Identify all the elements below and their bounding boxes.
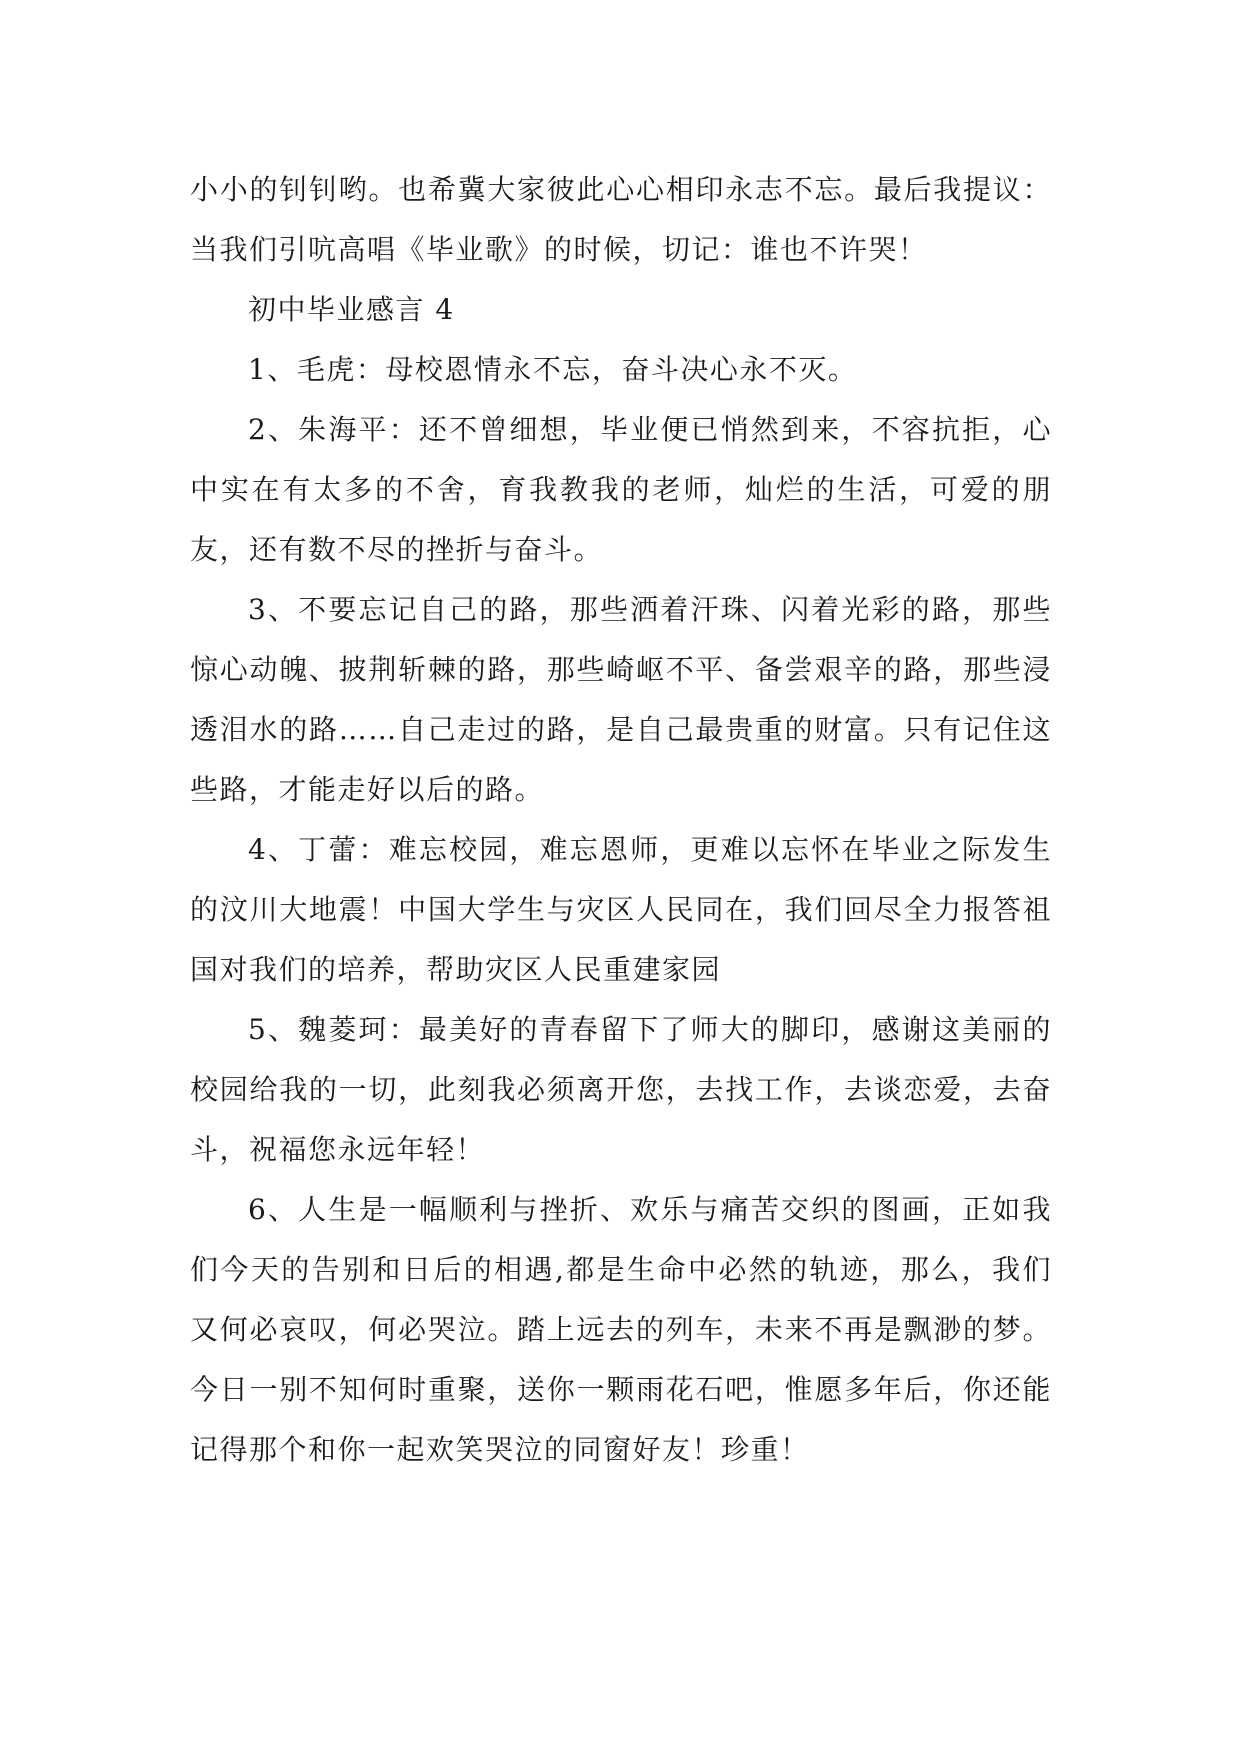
section-heading: 初中毕业感言 4 [248, 293, 455, 326]
paragraph-item-3: 3、不要忘记自己的路，那些洒着汗珠、闪着光彩的路，那些惊心动魄、披荆斩棘的路，那些崎岖不平、备尝艰辛的路，那些浸透泪水的路……自己走过的路，是自己最贵重的财富。只有记住这些路，才能走好以后的路。 [190, 593, 1052, 806]
paragraph-item-1: 1、毛虎：母校恩情永不忘，奋斗决心永不灭。 [248, 353, 858, 386]
paragraph-item-4: 4、丁蕾：难忘校园，难忘恩师，更难以忘怀在毕业之际发生的汶川大地震！中国大学生与灾区人民同在，我们回尽全力报答祖国对我们的培养，帮助灾区人民重建家园 [190, 833, 1052, 986]
paragraph-continuation: 小小的钊钊哟。也希冀大家彼此心心相印永志不忘。最后我提议：当我们引吭高唱《毕业歌》的时候，切记：谁也不许哭！ [190, 173, 1052, 266]
document-body [190, 160, 1052, 1480]
paragraph-item-6: 6、人生是一幅顺利与挫折、欢乐与痛苦交织的图画，正如我们今天的告别和日后的相遇,都是生命中必然的轨迹，那么，我们又何必哀叹，何必哭泣。踏上远去的列车，未来不再是飘渺的梦。今日一别不知何时重聚，送你一颗雨花石吧，惟愿多年后，你还能记得那个和你一起欢笑哭泣的同窗好友！珍重！ [190, 1193, 1052, 1466]
paragraph-item-2: 2、朱海平：还不曾细想，毕业便已悄然到来，不容抗拒，心中实在有太多的不舍，育我教我的老师，灿烂的生活，可爱的朋友，还有数不尽的挫折与奋斗。 [190, 413, 1052, 566]
paragraph-item-5: 5、魏菱珂：最美好的青春留下了师大的脚印，感谢这美丽的校园给我的一切，此刻我必须离开您，去找工作，去谈恋爱，去奋斗，祝福您永远年轻！ [190, 1013, 1052, 1166]
